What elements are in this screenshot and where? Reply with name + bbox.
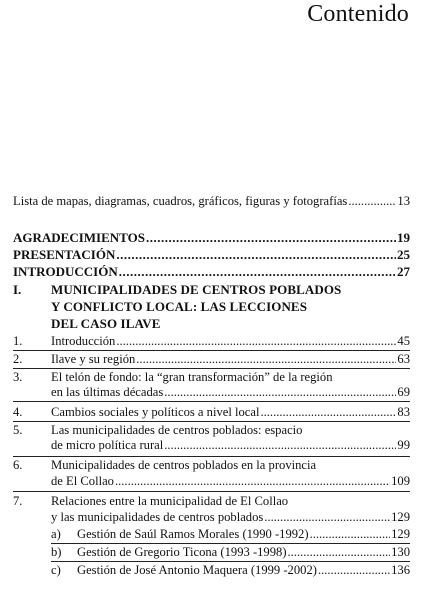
subsection-letter: a) [51,527,61,541]
toc-entry-chapter-5[interactable] [13,438,410,453]
toc-page-number: 19 [397,230,410,245]
toc-page-number: 130 [391,545,410,559]
toc-page-number: 13 [397,194,410,208]
subsection-letter: b) [51,545,62,559]
toc-entry-agradecimientos[interactable] [13,230,410,245]
toc-entry-text: de micro política rural [51,438,164,452]
toc-page-number: 136 [391,563,410,577]
toc-entry-chapter-6[interactable] [13,474,410,489]
toc-entry-text: Ilave y su región [51,352,136,366]
toc-entry-text-line1: Relaciones entre la municipalidad de El Collao [51,494,289,508]
toc-entry-text: Lista de mapas, diagramas, cuadros, gráficos, figuras y fotografías [13,194,348,208]
toc-subentry-b[interactable] [13,545,410,560]
dot-leader [164,385,396,400]
toc-entry-text-line1: Municipalidades de centros poblados en la provincia [51,458,317,472]
dot-leader [260,405,396,420]
toc-entry-introduccion[interactable] [13,264,410,279]
divider [13,401,410,402]
dot-leader [348,194,396,209]
chapter-number: 4. [13,405,23,419]
toc-entry-text: y las municipalidades de centros poblados [51,510,264,524]
divider [13,491,410,492]
toc-entry-presentacion[interactable] [13,247,410,262]
toc-page-number: 69 [397,385,410,399]
chapter-number: 6. [13,458,23,472]
toc-subentry-a[interactable] [13,527,410,542]
subsection-letter: c) [51,563,61,577]
toc-page-number: 109 [391,474,410,488]
toc-subentry-c[interactable] [13,563,410,578]
dot-leader [164,438,396,453]
toc-entry-chapter-2[interactable] [13,352,410,367]
divider [51,543,410,544]
page-title: Contenido [307,1,409,27]
dot-leader [146,230,396,245]
toc-entry-text: INTRODUCCIÓN [13,264,118,279]
toc-entry-text-line1: Las municipalidades de centros poblados: espacio [51,423,303,437]
part-number: I. [13,282,22,297]
toc-entry-text: Introducción [51,334,116,348]
toc-entry-text: Gestión de Saúl Ramos Morales (1990 -1992) [77,527,309,541]
toc-entry-text: Gestión de José Antonio Maquera (1999 -2002) [77,563,317,577]
divider [13,421,410,422]
toc-entry-lista[interactable] [13,194,410,209]
part-heading-line: Y CONFLICTO LOCAL: LAS LECCIONES [51,299,308,314]
divider [13,368,410,369]
toc-entry-text: en las últimas décadas [51,385,164,399]
chapter-number: 5. [13,423,23,437]
chapter-number: 3. [13,370,23,384]
toc-page-number: 83 [397,405,410,419]
dot-leader [288,545,391,560]
toc-entry-text: AGRADECIMIENTOS [13,230,145,245]
toc-entry-text: Cambios sociales y políticos a nivel local [51,405,260,419]
divider [13,350,410,351]
toc-page-number: 27 [397,264,410,279]
toc-entry-chapter-4[interactable] [13,405,410,420]
part-heading-line: MUNICIPALIDADES DE CENTROS POBLADOS [51,282,342,297]
toc-entry-text: Gestión de Gregorio Ticona (1993 -1998) [77,545,287,559]
dot-leader [264,510,390,525]
toc-entry-chapter-1[interactable] [13,334,410,349]
toc-entry-text-line1: El telón de fondo: la “gran transformación” de la región [51,370,333,384]
toc-entry-text: PRESENTACIÓN [13,247,116,262]
dot-leader [310,527,391,542]
part-heading-line: DEL CASO ILAVE [51,316,161,331]
dot-leader [115,474,390,489]
toc-page-number: 129 [391,510,410,524]
dot-leader [318,563,390,578]
dot-leader [119,264,396,279]
divider [51,561,410,562]
dot-leader [116,334,396,349]
toc-page-number: 129 [391,527,410,541]
dot-leader [136,352,396,367]
toc-entry-chapter-7[interactable] [13,510,410,525]
toc-page-number: 99 [397,438,410,452]
toc-page-number: 63 [397,352,410,366]
toc-entry-chapter-3[interactable] [13,385,410,400]
toc-page-number: 25 [397,247,410,262]
toc-page-number: 45 [397,334,410,348]
divider [13,456,410,457]
toc-entry-text: de El Collao [51,474,114,488]
chapter-number: 2. [13,352,23,366]
dot-leader [116,247,396,262]
chapter-number: 1. [13,334,23,348]
chapter-number: 7. [13,494,23,508]
